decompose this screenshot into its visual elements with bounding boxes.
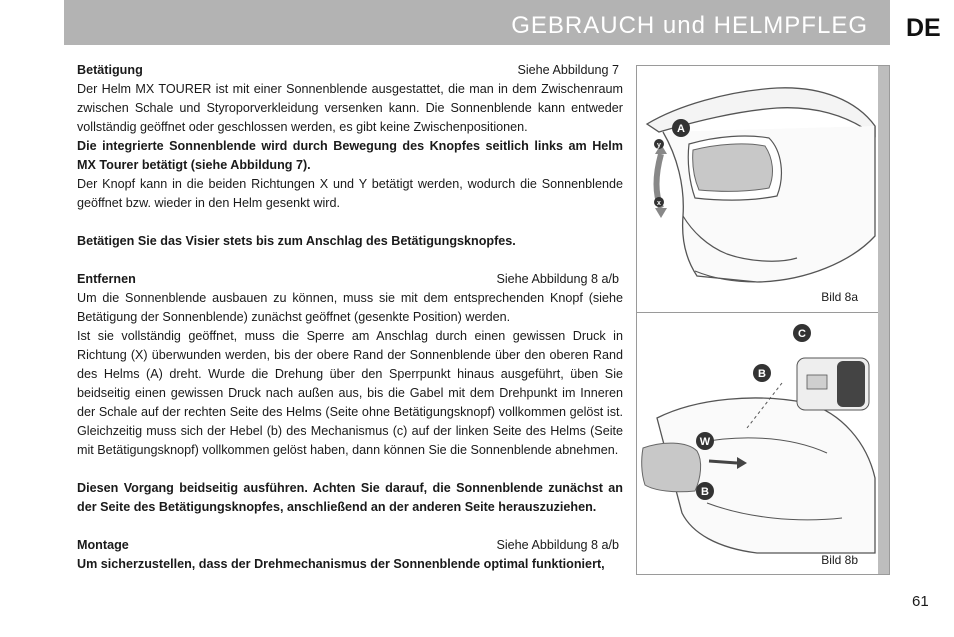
section-heading-montage: Montage — [77, 538, 129, 552]
label-c: C — [798, 328, 806, 340]
figure-caption: Bild 8a — [821, 290, 858, 304]
paragraph: Um die Sonnenblende ausbauen zu können, muss sie mit dem entsprechenden Knopf (siehe Betätigung der Sonnenblende) zunächst geöffnet (gesenkte Position) werden. — [77, 291, 623, 324]
label-b-top: B — [758, 368, 766, 380]
label-x: x — [657, 200, 661, 207]
figure-reference: Siehe Abbildung 8 a/b — [496, 272, 619, 286]
section-heading-entfernen: Entfernen — [77, 272, 136, 286]
paragraph: Ist sie vollständig geöffnet, muss die Sperre am Anschlag durch einen gewissen Druck in Richtung (X) überwunden werden, bis der obere Rand der Sonnenblende über den oberen Rand des Helms (A) dreht. Wurde die Drehung über den Sperrpunkt hinaus ausgeführt, üben Sie beidseitig einen gewissen Druck nach außen aus, bis die Gabel mit dem Drehpunkt im Inneren der Schale auf der rechten Seite des Helms (Seite ohne Betätigungsknopf) vollkommen gelöst ist. Gleichzeitig muss sich der Hebel (b) des Mechanismus (c) auf der linken Seite des Helms (Seite mit Betätigungsknopf) vollkommen gelöst haben, dann können Sie die Sonnenblende abnehmen. — [77, 329, 623, 457]
section-heading-row — [77, 61, 623, 80]
note: Diesen Vorgang beidseitig ausführen. Achten Sie darauf, die Sonnenblende zunächst an der Seite des Betätigungsknopfes, anschließend an der anderen Seite herauszuziehen. — [77, 481, 623, 514]
figure-reference: Siehe Abbildung 8 a/b — [496, 538, 619, 552]
figure-caption: Bild 8b — [821, 553, 858, 567]
label-a: A — [677, 123, 685, 135]
figure-8a — [637, 66, 878, 312]
page-title: GEBRAUCH und HELMPFLEG — [511, 12, 868, 39]
figure-sidebar — [878, 66, 889, 574]
note: Betätigen Sie das Visier stets bis zum Anschlag des Betätigungsknopfes. — [77, 234, 516, 248]
figure-frame — [636, 65, 890, 575]
label-b-bottom: B — [701, 486, 709, 498]
label-w: W — [699, 436, 711, 448]
figure-reference: Siehe Abbildung 7 — [517, 63, 619, 77]
figure-8b — [637, 313, 878, 574]
paragraph: Der Helm MX TOURER ist mit einer Sonnenblende ausgestattet, die man in dem Zwischenraum zwischen Schale und Styroporverkleidung versenken kann. Die Sonnenblende kann entweder vollständig geöffnet oder geschlossen werden, es gibt keine Zwischenpositionen. — [77, 82, 623, 134]
page-number: 61 — [912, 593, 929, 610]
paragraph: Der Knopf kann in die beiden Richtungen X und Y betätigt werden, wodurch die Sonnenblende geöffnet bzw. wieder in den Helm gesenkt wird. — [77, 177, 623, 210]
text-column — [77, 61, 623, 574]
helmet-illustration-a — [637, 66, 878, 312]
header-bar — [64, 0, 890, 45]
language-code: DE — [906, 14, 941, 42]
bold-paragraph: Die integrierte Sonnenblende wird durch Bewegung des Knopfes seitlich links am Helm MX Tourer betätigt (siehe Abbildung 7). — [77, 139, 623, 172]
label-y: y — [657, 142, 661, 149]
section-heading-betaetigung: Betätigung — [77, 63, 143, 77]
helmet-illustration-b — [637, 313, 878, 574]
section-heading-row — [77, 270, 623, 289]
bold-paragraph: Um sicherzustellen, dass der Drehmechanismus der Sonnenblende optimal funktioniert, — [77, 557, 605, 571]
section-heading-row — [77, 536, 623, 555]
